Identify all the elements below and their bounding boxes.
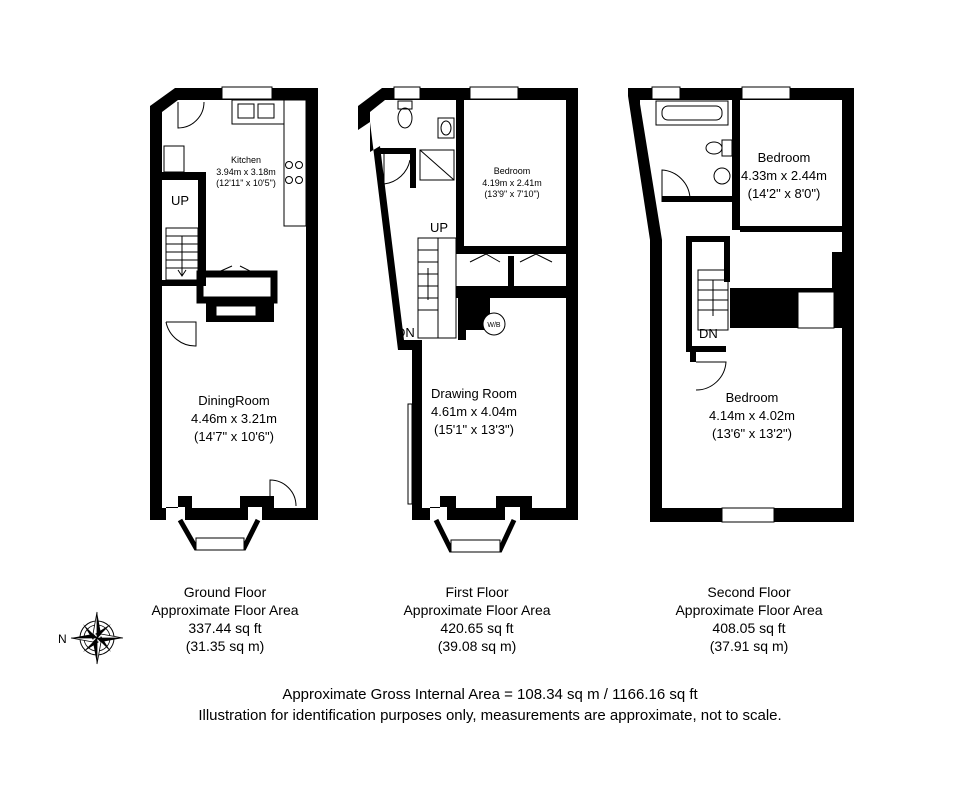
- bedroom-first-metric: 4.19m x 2.41m: [482, 178, 542, 188]
- floor-area-label: Approximate Floor Area: [151, 602, 299, 618]
- first-stairs-down-label: DN: [396, 325, 415, 340]
- ground-floor-stairs: [166, 228, 198, 280]
- drawing-imperial: (15'1" x 13'3"): [434, 422, 514, 437]
- kitchen-metric: 3.94m x 3.18m: [216, 167, 276, 177]
- second-floor-wc-icon: [706, 140, 732, 156]
- compass-north-label: N: [58, 632, 67, 646]
- dining-metric: 4.46m x 3.21m: [191, 411, 277, 426]
- compass-rose-icon: [71, 612, 123, 664]
- second-floor-basin-icon: [714, 168, 730, 184]
- dining-imperial: (14'7" x 10'6"): [194, 429, 274, 444]
- ground-floor-caption: [130, 583, 320, 655]
- kitchen-window: [222, 87, 272, 99]
- bedroom-second-top-name: Bedroom: [757, 150, 811, 165]
- drawing-name: Drawing Room: [431, 386, 517, 401]
- bedroom-first-imperial: (13'9" x 7'10"): [484, 189, 540, 199]
- floor-area-sqft: 337.44 sq ft: [188, 620, 262, 636]
- bedroom-second-bottom-name: Bedroom: [725, 390, 779, 405]
- second-floor-stairs: [698, 270, 728, 330]
- floor-area-sqm: (39.08 sq m): [437, 638, 517, 654]
- floor-area-sqm: (37.91 sq m): [709, 638, 789, 654]
- bedroom-second-top-metric: 4.33m x 2.44m: [741, 168, 827, 183]
- floor-name: Second Floor: [707, 584, 791, 600]
- second-stairs-down-label: DN: [699, 326, 718, 341]
- first-floor-plan: [358, 87, 578, 552]
- bedroom-second-bottom-metric: 4.14m x 4.02m: [709, 408, 795, 423]
- second-floor-plan: [628, 87, 854, 522]
- floor-area-sqft: 420.65 sq ft: [440, 620, 514, 636]
- kitchen-imperial: (12'11" x 10'5"): [216, 178, 276, 188]
- floor-name: Ground Floor: [183, 584, 267, 600]
- floor-area-sqm: (31.35 sq m): [185, 638, 265, 654]
- drawing-metric: 4.61m x 4.04m: [431, 404, 517, 419]
- boiler-label: W/B: [487, 322, 501, 329]
- first-floor-caption: [382, 583, 572, 655]
- bedroom-second-bottom-imperial: (13'6" x 13'2"): [712, 426, 792, 441]
- hob-icon: [286, 162, 303, 184]
- first-floor-stairs: [418, 238, 456, 338]
- floor-area-label: Approximate Floor Area: [403, 602, 551, 618]
- floor-name: First Floor: [445, 584, 509, 600]
- first-stairs-up-label: UP: [430, 220, 449, 235]
- dining-name: DiningRoom: [198, 393, 270, 408]
- kitchen-name: Kitchen: [230, 155, 262, 165]
- floor-area-sqft: 408.05 sq ft: [712, 620, 786, 636]
- ground-stairs-up-label: UP: [171, 193, 190, 208]
- wc-icon: [398, 101, 412, 128]
- gross-area-text: Approximate Gross Internal Area = 108.34 sq m / 1166.16 sq ft: [282, 686, 698, 703]
- basin-icon: [438, 118, 454, 138]
- second-floor-caption: [654, 583, 844, 655]
- bedroom-first-name: Bedroom: [493, 166, 531, 176]
- disclaimer-text: Illustration for identification purposes only, measurements are approximate, not to scale.: [198, 707, 782, 724]
- shower-icon: [420, 150, 454, 180]
- bedroom-second-top-imperial: (14'2" x 8'0"): [747, 186, 821, 201]
- floor-area-label: Approximate Floor Area: [675, 602, 823, 618]
- bath-icon: [656, 101, 728, 125]
